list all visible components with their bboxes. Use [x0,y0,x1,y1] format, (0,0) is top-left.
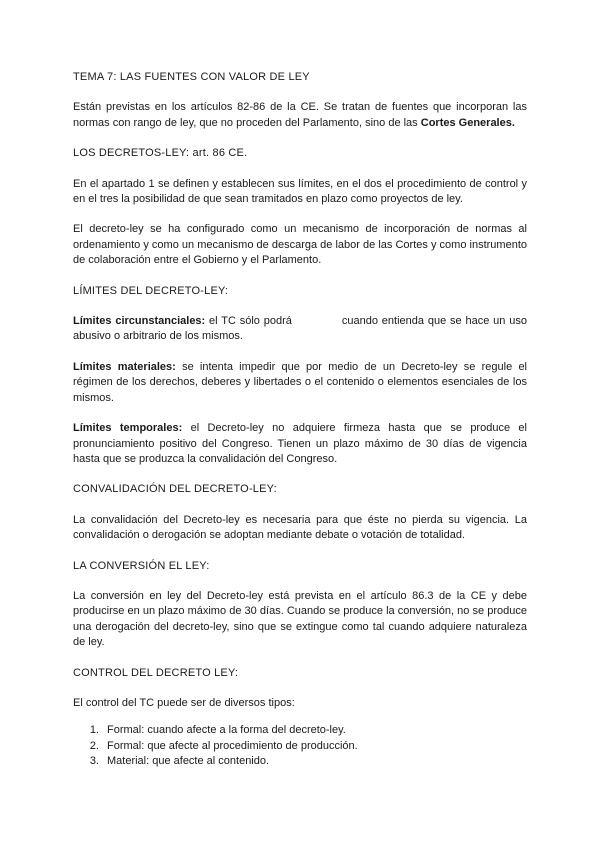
list-item [73,723,527,738]
label-limites-temporales: Límites temporales: [73,422,183,435]
heading-conversion: LA CONVERSIÓN EL LEY: [73,559,210,572]
paragraph-control: El control del TC puede ser de diversos tipos: [73,696,295,709]
text-limites-circunstanciales-a: el TC sólo podrá [205,315,292,328]
paragraph-conversion: La conversión en ley del Decreto-ley está prevista en el artículo 86.3 de la CE y debe producirse en un plazo máximo de 30 días. Cuando se produce la conversión, no se produce una derogación del decreto-ley, sino que se extingue como tal cuando adquiere naturaleza de ley. [73,589,527,649]
document-title: TEMA 7: LAS FUENTES CON VALOR DE LEY [73,71,310,83]
paragraph-convalidacion: La convalidación del Decreto-ley es necesaria para que éste no pierda su vigencia. La convalidación o derogación se adoptan mediante debate o votación de totalidad. [73,513,527,542]
paragraph-configurado: El decreto-ley se ha configurado como un mecanismo de incorporación de normas al ordenamiento y como un mecanismo de descarga de labor de las Cortes y como instrumento de colaboración entre el Gobierno y el Parlamento. [73,223,527,267]
heading-control: CONTROL DEL DECRETO LEY: [73,666,239,679]
list-item-text: Formal: cuando afecte a la forma del decreto-ley. [107,724,346,737]
paragraph-limites-materiales [73,360,527,406]
heading-limites: LÍMITES DEL DECRETO-LEY: [73,284,229,297]
label-limites-materiales: Límites materiales: [73,360,176,373]
list-item-text: Material: que afecte al contenido. [107,755,270,768]
intro-bold-text: Cortes Generales. [420,116,515,129]
text-limites-temporales: el Decreto-ley no adquiere firmeza hasta que se produce el pronunciamiento positivo del Congreso. Tienen un plazo máximo de 30 días de vigencia hasta que se produzca la convalidación del Congreso. [73,422,527,465]
list-item [73,739,527,754]
text-limites-circunstanciales-b: cuando entienda que se hace un uso abusivo o arbitrario de los mismos. [73,315,527,343]
list-item-text: Formal: que afecte al procedimiento de producción. [107,739,358,752]
heading-convalidacion: CONVALIDACIÓN DEL DECRETO-LEY: [73,483,277,496]
label-limites-circunstanciales: Límites circunstanciales: [73,315,206,328]
list-item-number: 1. [89,724,99,737]
paragraph-limites-circunstanciales [73,314,527,345]
list-item-number: 2. [89,739,99,752]
intro-text: Están previstas en los artículos 82-86 de la CE. Se tratan de fuentes que incorporan las normas con rango de ley, que no proceden del Parlamento, sino de las [73,101,527,129]
control-types-list [73,723,527,769]
text-limites-materiales: se intenta impedir que por medio de un Decreto-ley se regule el régimen de los derechos, deberes y libertades o el contenido o elementos esenciales de los mismos. [73,360,528,404]
list-item [73,754,527,769]
heading-decretos-ley: LOS DECRETOS-LEY: art. 86 CE. [73,147,248,160]
paragraph-apartado: En el apartado 1 se definen y establecen sus límites, en el dos el procedimiento de control y en el tres la posibilidad de que sean tramitados en plazo como proyectos de ley. [73,177,527,206]
list-item-number: 3. [89,755,99,768]
paragraph-limites-temporales [73,421,527,467]
intro-paragraph [73,100,527,131]
